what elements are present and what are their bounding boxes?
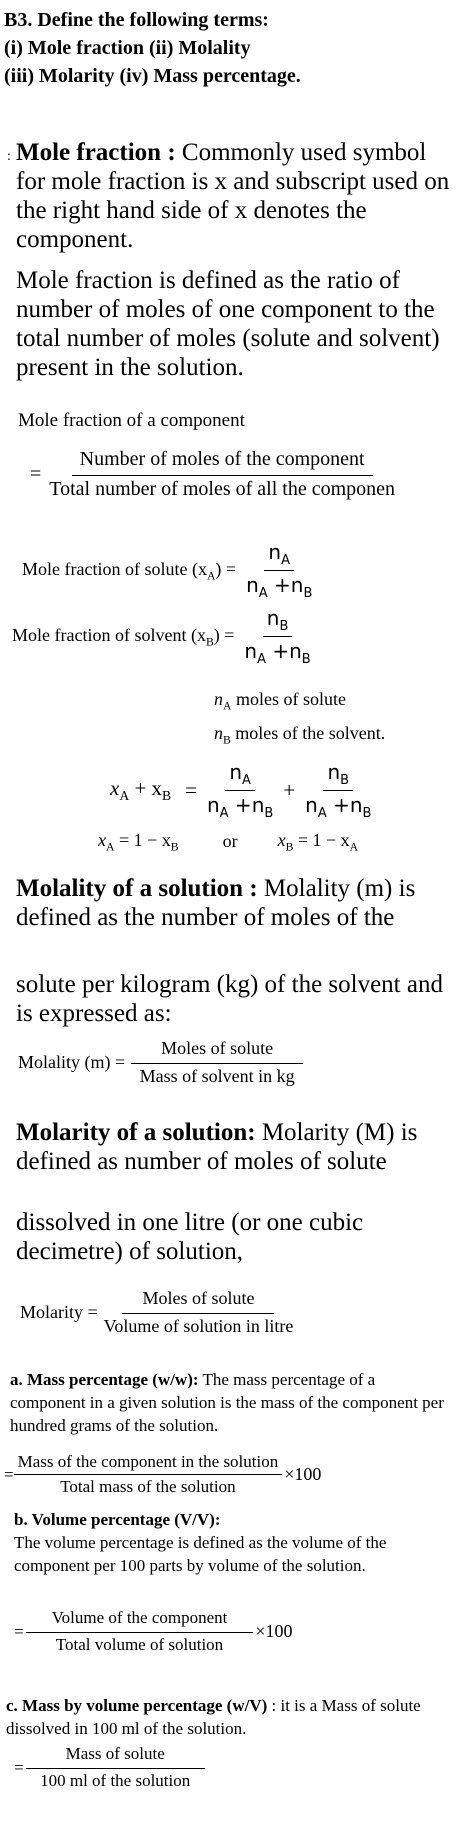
mass-percentage-text: The mass percentage of a component in a given solution is the mass of the component per hundred grams of the solution. — [10, 1370, 444, 1435]
molality-fraction — [131, 1038, 303, 1087]
mass-percentage-equals: = — [4, 1464, 14, 1484]
molarity-text: Molarity (M) is defined as number of moles of solute — [16, 1119, 418, 1175]
volume-percentage-denominator: Total volume of solution — [55, 1635, 224, 1654]
solute-label: Mole fraction of solute $(x_A)$ = — [22, 558, 237, 583]
molarity-paragraph — [16, 1118, 461, 1176]
sum-fraction-b-denominator: $n_A +n_B$ — [305, 793, 372, 821]
mole-fraction-solute-formula — [22, 540, 316, 601]
mass-by-volume-equals: = — [14, 1757, 24, 1777]
mass-by-volume-numerator: Mass of solute — [26, 1744, 205, 1769]
volume-percentage-text: The volume percentage is defined as the volume of the component per 100 parts by volume of the solution. — [14, 1533, 387, 1575]
molarity-numerator: Moles of solute — [122, 1288, 274, 1314]
molality-paragraph-cont: solute per kilogram (kg) of the solvent and is expressed as: — [16, 971, 443, 1027]
solute-fraction — [242, 540, 316, 601]
molarity-formula — [20, 1288, 297, 1337]
mass-by-volume-formula — [14, 1744, 205, 1791]
molarity-heading: Molarity of a solution: — [16, 1119, 256, 1146]
mass-percentage-denominator: Total mass of the solution — [60, 1477, 236, 1496]
question-line-1: B3. Define the following terms: — [4, 9, 269, 31]
question-line-2: (i) Mole fraction (ii) Molality — [4, 37, 251, 59]
mass-percentage-multiplier: ×100 — [284, 1464, 322, 1484]
fraction-denominator: Total number of moles of all the componen — [49, 478, 396, 500]
mass-by-volume-paragraph — [6, 1694, 456, 1740]
volume-percentage-numerator: Volume of the component — [26, 1608, 254, 1633]
volume-percentage-formula — [14, 1608, 293, 1655]
sum-fraction-a-numerator: $n_A$ — [225, 760, 255, 791]
molarity-paragraph-cont: dissolved in one litre (or one cubic decimetre) of solution, — [16, 1209, 364, 1265]
mass-percentage-fraction — [14, 1452, 283, 1497]
solute-denominator: $n_A +n_B$ — [246, 573, 313, 601]
molality-formula — [18, 1038, 303, 1087]
mole-fraction-definition: Mole fraction is defined as the ratio of number of moles of one component to the total number of moles (solute and solvent) present in the solution. — [16, 267, 440, 381]
legend-solvent: $n_B$ moles of the solvent. — [214, 722, 386, 747]
relation-xb: $x_B = 1 - x_A$ — [277, 830, 359, 854]
molality-heading: Molality of a solution : — [16, 875, 258, 902]
solvent-denominator: $n_A +n_B$ — [244, 639, 311, 667]
mole-fraction-formula-label: Mole fraction of a component — [18, 410, 245, 431]
molality-paragraph — [16, 874, 461, 932]
sum-equals: = — [185, 778, 197, 802]
mass-percentage-heading: a. Mass percentage (w/w): — [10, 1370, 199, 1389]
mass-by-volume-fraction — [26, 1744, 205, 1791]
molarity-denominator: Volume of solution in litre — [103, 1316, 294, 1336]
solute-numerator: $n_A$ — [264, 540, 294, 571]
relation-xa: $x_A = 1 - x_B$ — [98, 830, 179, 854]
mole-fraction-paragraph — [7, 138, 461, 254]
mole-legend — [214, 686, 385, 753]
mass-percentage-formula — [4, 1452, 321, 1497]
solvent-numerator: $n_B$ — [263, 606, 293, 637]
mole-fraction-intro: Commonly used symbol for mole fraction is x and subscript used on the right hand side of x denotes the component. — [16, 139, 450, 253]
sum-lhs: $x_A + x_B$ — [110, 776, 172, 804]
molality-numerator: Moles of solute — [131, 1038, 303, 1064]
mole-fraction-general-fraction — [45, 448, 399, 501]
molarity-fraction — [100, 1288, 298, 1337]
volume-percentage-heading: b. Volume percentage (V/V): — [14, 1510, 221, 1529]
equals-sign: = — [30, 463, 42, 485]
sum-fraction-a — [203, 760, 277, 821]
molarity-lhs: Molarity = — [20, 1302, 98, 1322]
volume-percentage-multiplier: ×100 — [255, 1621, 293, 1641]
mass-by-volume-heading: c. Mass by volume percentage (w/V) — [6, 1696, 268, 1715]
volume-percentage-equals: = — [14, 1621, 24, 1641]
question-heading — [4, 6, 459, 90]
molality-text: Molality (m) is defined as the number of moles of the — [16, 875, 416, 931]
mole-fraction-heading: Mole fraction : — [16, 139, 176, 166]
molality-lhs: Molality (m) = — [18, 1052, 126, 1072]
legend-solute: $n_A$ moles of solute — [214, 689, 346, 713]
mole-fraction-sum-equation — [110, 760, 375, 821]
molality-denominator: Mass of solvent in kg — [139, 1066, 295, 1086]
mass-by-volume-denominator: 100 ml of the solution — [40, 1771, 191, 1790]
mole-fraction-solvent-formula — [12, 606, 315, 667]
sum-fraction-b-numerator: $n_B$ — [323, 760, 353, 791]
volume-percentage-paragraph — [14, 1508, 454, 1577]
question-line-3: (iii) Molarity (iv) Mass percentage. — [4, 65, 301, 87]
mass-percentage-paragraph — [10, 1368, 450, 1437]
volume-percentage-fraction — [26, 1608, 254, 1655]
relation-or: or — [222, 831, 238, 852]
sum-fraction-a-denominator: $n_A +n_B$ — [206, 793, 274, 821]
solvent-fraction — [240, 606, 314, 667]
solvent-label: Mole fraction of solvent $(x_B)$ = — [12, 624, 235, 649]
mass-percentage-numerator: Mass of the component in the solution — [14, 1452, 283, 1475]
mass-by-volume-text: : it is a Mass of solute dissolved in 100 ml of the solution. — [6, 1696, 421, 1738]
sum-fraction-b — [301, 760, 375, 821]
mole-fraction-relations — [98, 830, 458, 854]
bullet-mark: : — [7, 149, 11, 164]
fraction-numerator: Number of moles of the component — [72, 448, 373, 476]
mole-fraction-formula — [30, 448, 399, 501]
plus-sign: + — [283, 778, 296, 802]
